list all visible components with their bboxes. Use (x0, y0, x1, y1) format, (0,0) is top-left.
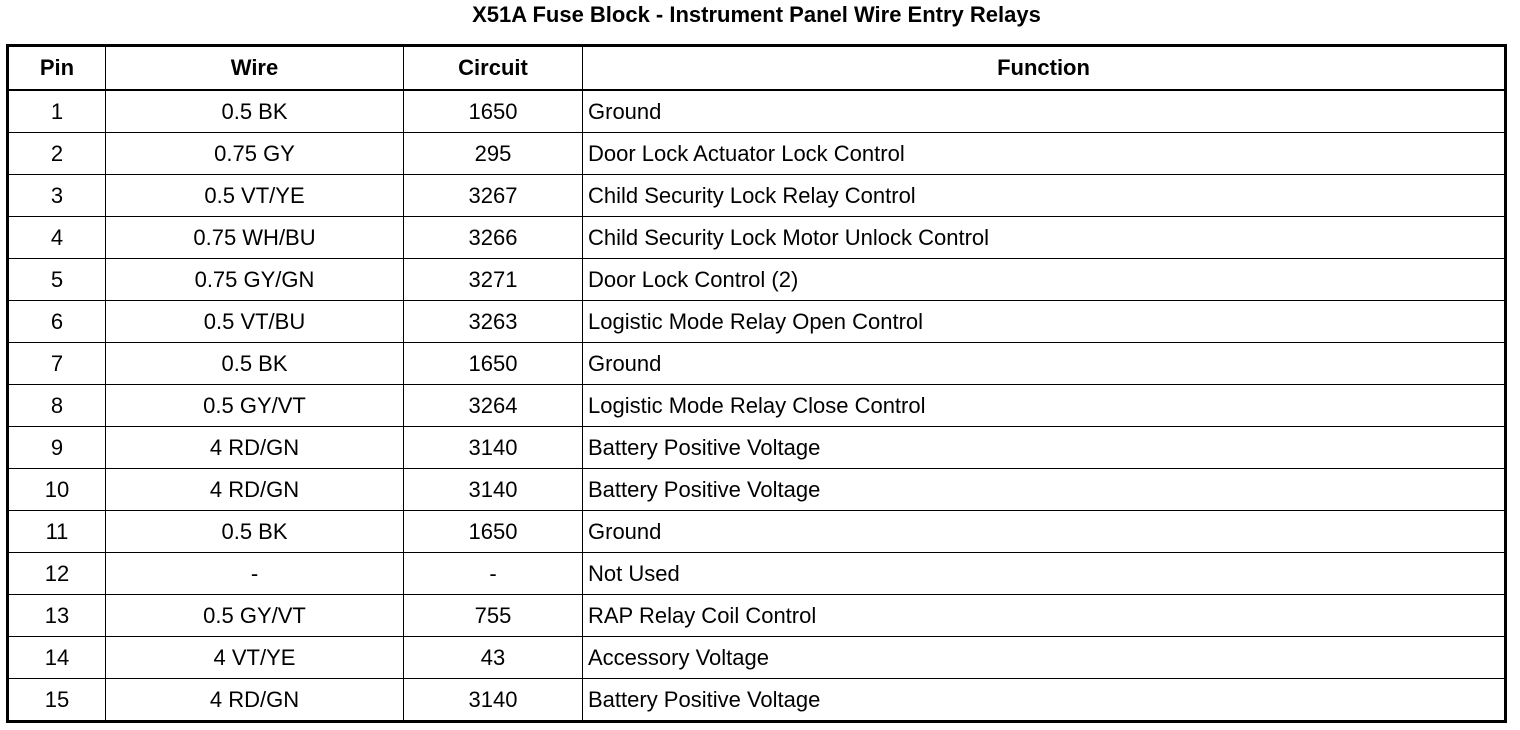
wire-cell: 0.5 VT/YE (106, 175, 404, 217)
function-cell: Ground (583, 90, 1506, 133)
circuit-cell: 1650 (404, 511, 583, 553)
wire-cell: 0.75 GY (106, 133, 404, 175)
pin-cell: 5 (8, 259, 106, 301)
table-row (8, 553, 1506, 595)
pin-cell: 3 (8, 175, 106, 217)
function-cell: Logistic Mode Relay Open Control (583, 301, 1506, 343)
header-row (8, 46, 1506, 91)
pin-cell: 14 (8, 637, 106, 679)
page-title: X51A Fuse Block - Instrument Panel Wire Entry Relays (472, 2, 1041, 27)
wire-cell: 4 RD/GN (106, 679, 404, 722)
table-row (8, 259, 1506, 301)
pin-cell: 2 (8, 133, 106, 175)
function-cell: Child Security Lock Motor Unlock Control (583, 217, 1506, 259)
function-cell: Not Used (583, 553, 1506, 595)
wire-cell: 4 RD/GN (106, 469, 404, 511)
table-row (8, 511, 1506, 553)
pin-cell: 12 (8, 553, 106, 595)
header-circuit: Circuit (404, 46, 583, 91)
wire-cell: 0.5 BK (106, 511, 404, 553)
table-row (8, 427, 1506, 469)
wire-cell: 0.75 GY/GN (106, 259, 404, 301)
wire-cell: 4 RD/GN (106, 427, 404, 469)
function-cell: Battery Positive Voltage (583, 427, 1506, 469)
function-cell: Battery Positive Voltage (583, 679, 1506, 722)
wire-cell: 0.5 VT/BU (106, 301, 404, 343)
circuit-cell: 3140 (404, 427, 583, 469)
circuit-cell: 3271 (404, 259, 583, 301)
function-cell: Door Lock Actuator Lock Control (583, 133, 1506, 175)
table-row (8, 217, 1506, 259)
circuit-cell: 43 (404, 637, 583, 679)
wire-cell: 0.75 WH/BU (106, 217, 404, 259)
pin-cell: 13 (8, 595, 106, 637)
pin-cell: 8 (8, 385, 106, 427)
pin-cell: 11 (8, 511, 106, 553)
function-cell: Accessory Voltage (583, 637, 1506, 679)
table-row (8, 133, 1506, 175)
header-pin: Pin (8, 46, 106, 91)
circuit-cell: 3140 (404, 469, 583, 511)
wire-cell: 4 VT/YE (106, 637, 404, 679)
table-row (8, 343, 1506, 385)
pin-cell: 9 (8, 427, 106, 469)
table-row (8, 637, 1506, 679)
function-cell: Logistic Mode Relay Close Control (583, 385, 1506, 427)
circuit-cell: 3267 (404, 175, 583, 217)
pin-cell: 1 (8, 90, 106, 133)
function-cell: Ground (583, 343, 1506, 385)
pin-cell: 15 (8, 679, 106, 722)
wire-cell: 0.5 BK (106, 90, 404, 133)
wire-cell: - (106, 553, 404, 595)
table-row (8, 175, 1506, 217)
header-wire: Wire (106, 46, 404, 91)
header-function: Function (583, 46, 1506, 91)
circuit-cell: 3264 (404, 385, 583, 427)
table-row (8, 595, 1506, 637)
pin-table (6, 44, 1507, 723)
circuit-cell: 3140 (404, 679, 583, 722)
table-row (8, 469, 1506, 511)
function-cell: Child Security Lock Relay Control (583, 175, 1506, 217)
table-row (8, 301, 1506, 343)
circuit-cell: 3266 (404, 217, 583, 259)
table-row (8, 90, 1506, 133)
function-cell: Battery Positive Voltage (583, 469, 1506, 511)
table-row (8, 679, 1506, 722)
table-body (8, 90, 1506, 722)
pin-cell: 6 (8, 301, 106, 343)
pin-cell: 7 (8, 343, 106, 385)
pin-cell: 10 (8, 469, 106, 511)
wire-cell: 0.5 GY/VT (106, 595, 404, 637)
table-row (8, 385, 1506, 427)
circuit-cell: 295 (404, 133, 583, 175)
function-cell: Door Lock Control (2) (583, 259, 1506, 301)
wire-cell: 0.5 BK (106, 343, 404, 385)
wire-cell: 0.5 GY/VT (106, 385, 404, 427)
circuit-cell: 3263 (404, 301, 583, 343)
circuit-cell: 755 (404, 595, 583, 637)
circuit-cell: 1650 (404, 343, 583, 385)
pin-cell: 4 (8, 217, 106, 259)
function-cell: Ground (583, 511, 1506, 553)
function-cell: RAP Relay Coil Control (583, 595, 1506, 637)
circuit-cell: - (404, 553, 583, 595)
circuit-cell: 1650 (404, 90, 583, 133)
